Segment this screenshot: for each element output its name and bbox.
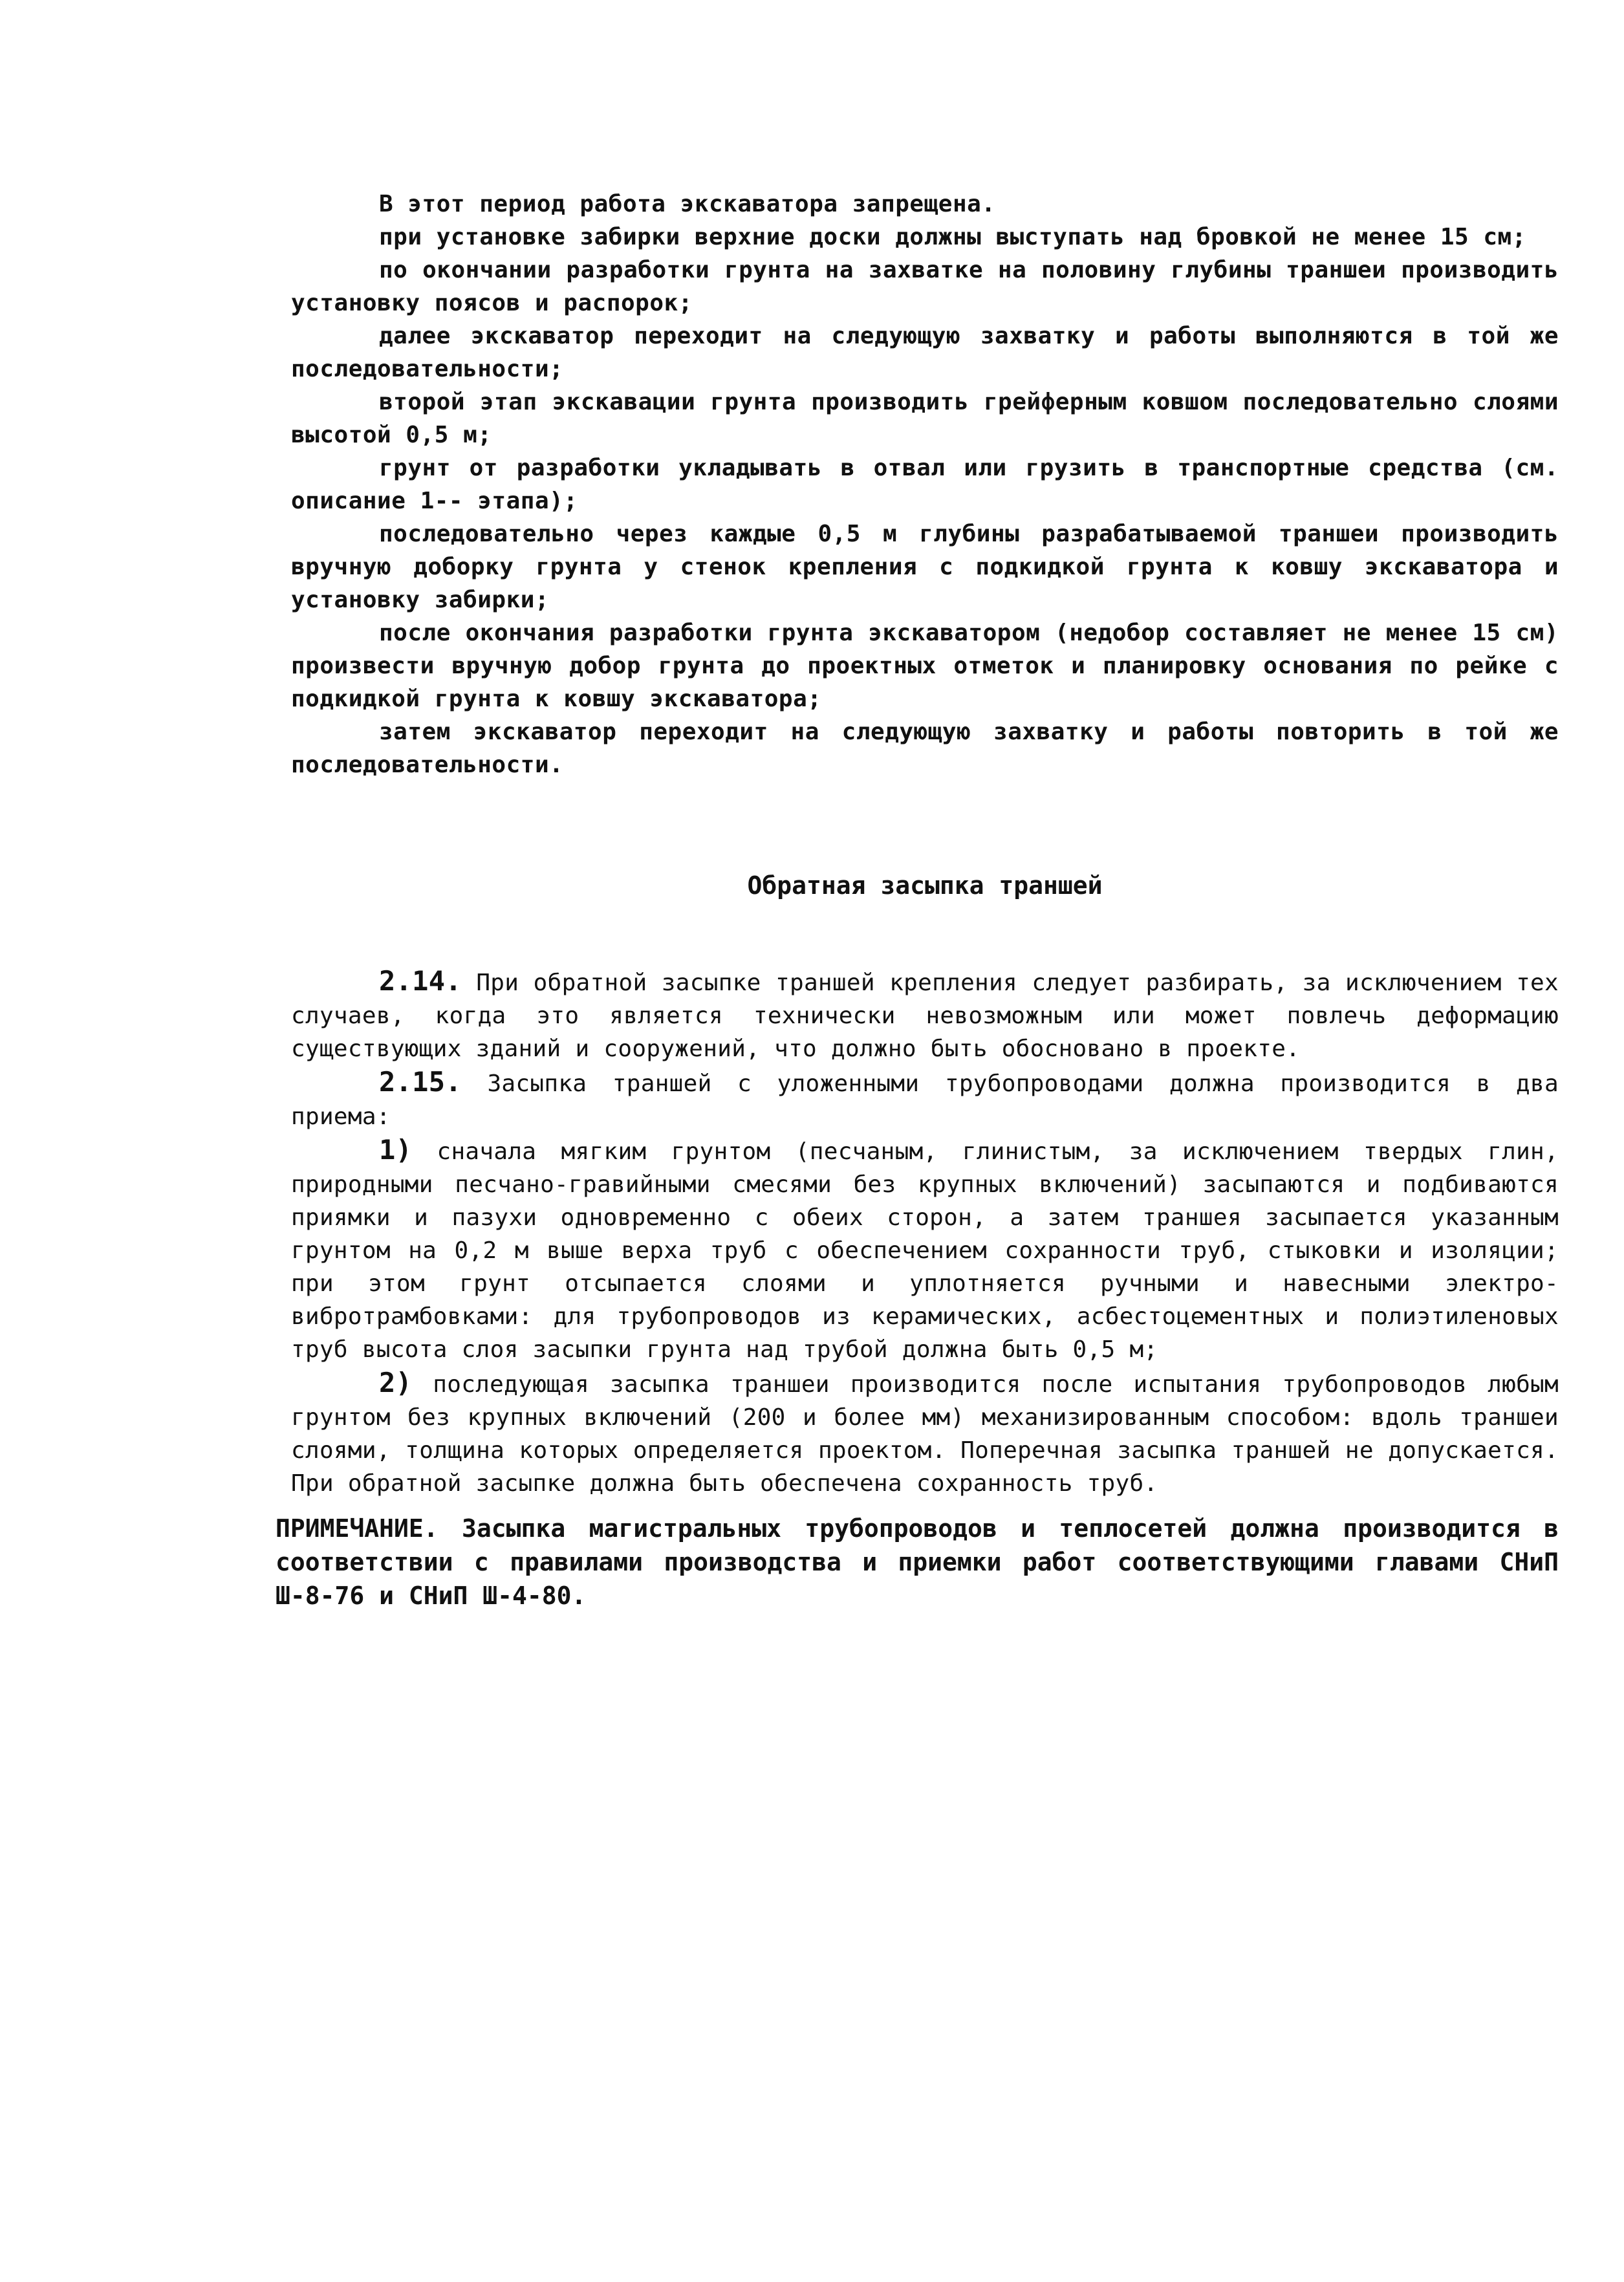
step-line-3: по окончании разработки грунта на захватке на половину глубины траншеи производить установку поясов и распорок; [291,257,1559,316]
excavation-steps [291,188,1559,781]
step-line-1: В этот период работа экскаватора запрещена. [379,191,996,217]
note [276,1512,1559,1613]
paragraph-text: Засыпка траншей с уложенными трубопроводами должна производится в два приема: [291,1070,1559,1130]
note-label: ПРИМЕЧАНИЕ. [276,1514,438,1543]
list-item-number: 2) [379,1367,413,1398]
list-item-number: 1) [379,1134,413,1166]
paragraph-number: 2.15. [379,1066,462,1098]
list-item-1 [291,1133,1559,1366]
list-item-text: сначала мягким грунтом (песчаным, глинистым, за исключением твердых глин, природными песчано-гравийными смесями без крупных включений) засыпаются и подбиваются приямки и пазухи одновременно с обеих сторон, а затем траншея засыпается указанным грунтом на 0,2 м выше верха труб с обеспечением сохранности труб, стыковки и изоляции; при этом грунт отсыпается слоями и уплотняется ручными и навесными электро-вибротрамбовками: для трубопроводов из керамических, асбестоцементных и полиэтиленовых труб высота слоя засыпки грунта над трубой должна быть 0,5 м; [291,1138,1559,1363]
backfill-section [291,964,1559,1500]
step-line-8: после окончания разработки грунта экскаватором (недобор составляет не менее 15 см) произвести вручную добор грунта до проектных отметок и планировку основания по рейке с подкидкой грунта к ковшу экскаватора; [291,620,1559,712]
note-text: Засыпка магистральных трубопроводов и теплосетей должна производится в соответствии с правилами производства и приемки работ соответствующими главами СНиП Ш-8-76 и СНиП Ш-4-80. [276,1514,1559,1610]
list-item-2 [291,1366,1559,1500]
paragraph-2-14 [291,964,1559,1065]
section-title: Обратная засыпка траншей [747,871,1103,900]
list-item-text: последующая засыпка траншеи производится после испытания трубопроводов любым грунтом без крупных включений (200 и более мм) механизированным способом: вдоль траншеи слоями, толщина которых определяется проектом. Поперечная засыпка траншей не допускается. При обратной засыпке должна быть обеспечена сохранность труб. [291,1371,1559,1497]
step-line-5: второй этап экскавации грунта производить грейферным ковшом последовательно слоями высотой 0,5 м; [291,389,1559,448]
step-line-2: при установке забирки верхние доски должны выступать над бровкой не менее 15 см; [379,224,1526,250]
step-line-9: затем экскаватор переходит на следующую захватку и работы повторить в той же последовательности. [291,719,1559,778]
paragraph-text: При обратной засыпке траншей крепления следует разбирать, за исключением тех случаев, когда это является технически невозможным или может повлечь деформацию существующих зданий и сооружений, что должно быть обосновано в проекте. [291,970,1559,1062]
step-line-6: грунт от разработки укладывать в отвал или грузить в транспортные средства (см. описание 1-- этапа); [291,455,1559,514]
paragraph-number: 2.14. [379,965,462,997]
document-page [276,188,1559,1613]
step-line-4: далее экскаватор переходит на следующую захватку и работы выполняются в той же последовательности; [291,323,1559,382]
paragraph-2-15 [291,1065,1559,1133]
step-line-7: последовательно через каждые 0,5 м глубины разрабатываемой траншеи производить вручную доборку грунта у стенок крепления с подкидкой грунта к ковшу экскаватора и установку забирки; [291,521,1559,613]
